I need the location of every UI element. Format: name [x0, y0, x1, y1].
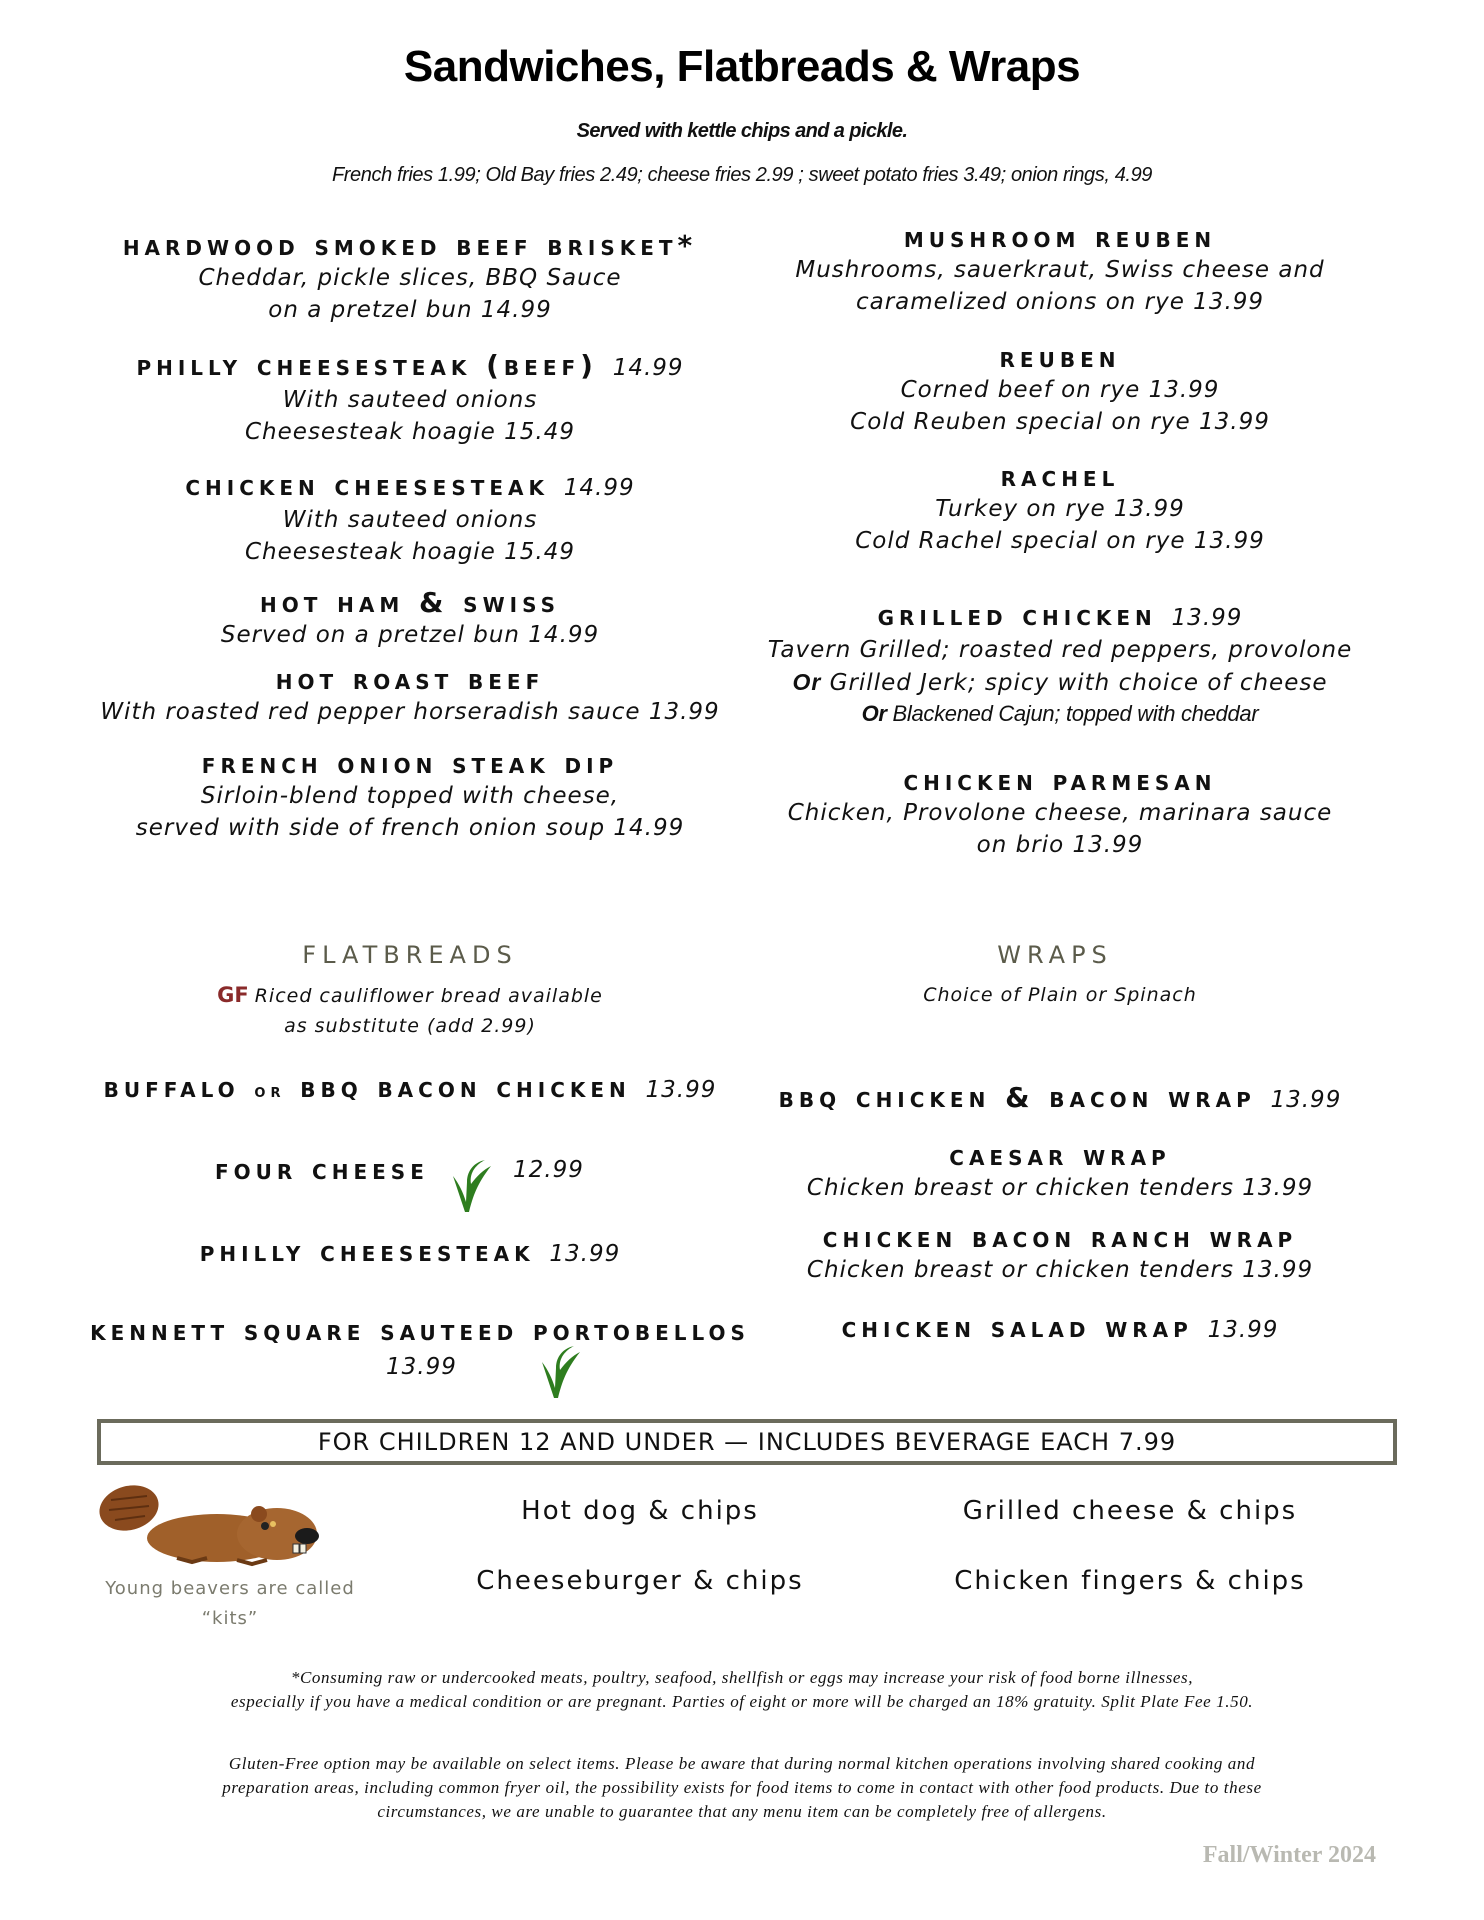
- item-name: grilled chicken: [877, 599, 1157, 632]
- item-desc: With sauteed onions: [282, 387, 538, 413]
- kids-banner: FOR CHILDREN 12 AND UNDER — INCLUDES BEVERAGE EACH 7.99: [97, 1419, 1397, 1465]
- menu-item: [60, 664, 760, 728]
- wraps-heading: wraps: [997, 932, 1113, 972]
- kids-item: Cheeseburger & chips: [476, 1566, 804, 1596]
- menu-item: [740, 1082, 1380, 1116]
- kids-item: Grilled cheese & chips: [962, 1496, 1298, 1526]
- menu-item: [60, 1072, 760, 1108]
- menu-item: [40, 1315, 800, 1347]
- served-with-note: Served with kettle chips and a pickle.: [576, 120, 908, 142]
- item-name: bbq chicken & bacon wrap: [778, 1081, 1256, 1114]
- item-price: 13.99: [1171, 605, 1243, 631]
- item-price: 13.99: [386, 1354, 457, 1380]
- item-name: buffalo: [103, 1071, 240, 1104]
- caption-line: Young beavers are called: [105, 1578, 355, 1599]
- menu-item: [740, 1140, 1380, 1204]
- vegetarian-leaf-icon: [447, 1158, 495, 1214]
- item-desc: Chicken breast or chicken tenders 13.99: [806, 1257, 1314, 1283]
- item-desc: Corned beef on rye 13.99: [900, 377, 1220, 403]
- gluten-line: circumstances, we are unable to guarantee that any menu item can be completely free of allergens.: [377, 1802, 1107, 1821]
- item-desc: Tavern Grilled; roasted red peppers, provolone: [767, 637, 1353, 663]
- menu-item: [60, 350, 760, 448]
- kids-item: Chicken fingers & chips: [954, 1566, 1306, 1596]
- item-price: 13.99: [645, 1077, 717, 1103]
- gf-note-line: Riced cauliflower bread available: [254, 985, 603, 1007]
- menu-item: [740, 222, 1380, 318]
- item-desc: caramelized onions on rye 13.99: [855, 289, 1265, 315]
- beaver-caption: [90, 1574, 370, 1634]
- disclaimer-line: especially if you have a medical condition or are pregnant. Parties of eight or more will be charged an 18% gratuity. Split Plate Fee 1.50.: [230, 1692, 1254, 1711]
- item-desc: on a pretzel bun 14.99: [268, 297, 552, 323]
- item-desc: Cold Rachel special on rye 13.99: [855, 528, 1265, 554]
- item-desc: With sauteed onions: [282, 507, 538, 533]
- gf-note-line: as substitute (add 2.99): [284, 1015, 536, 1037]
- item-name: mushroom reuben: [903, 221, 1217, 254]
- item-price: 13.99: [1270, 1087, 1342, 1113]
- item-name: rachel: [1000, 460, 1120, 493]
- kids-item: Hot dog & chips: [521, 1496, 759, 1526]
- item-name: kennett square sauteed portobellos: [90, 1314, 750, 1347]
- item-name: chicken parmesan: [903, 764, 1217, 797]
- item-price: 14.99: [612, 355, 684, 381]
- menu-item: [740, 1222, 1380, 1286]
- gluten-line: Gluten-Free option may be available on select items. Please be aware that during normal kitchen operations involving shared cooking and: [228, 1754, 1256, 1773]
- item-name: philly cheesesteak: [199, 1235, 535, 1268]
- disclaimer: [60, 1666, 1424, 1714]
- item-desc: Chicken breast or chicken tenders 13.99: [806, 1175, 1314, 1201]
- item-name: hot ham & swiss: [260, 586, 560, 619]
- item-desc: Turkey on rye 13.99: [935, 496, 1185, 522]
- menu-item: [740, 342, 1380, 438]
- menu-item: [60, 587, 760, 651]
- menu-item: [740, 461, 1380, 557]
- menu-item: [60, 1236, 760, 1270]
- item-desc: on brio 13.99: [976, 832, 1144, 858]
- gf-badge: GF: [217, 983, 249, 1007]
- wraps-note: Choice of Plain or Spinach: [923, 984, 1197, 1006]
- item-desc: Cheddar, pickle slices, BBQ Sauce: [198, 265, 622, 291]
- item-desc: Chicken, Provolone cheese, marinara sauce: [787, 800, 1333, 826]
- or-label: Or: [861, 701, 887, 726]
- item-price: 13.99: [1207, 1317, 1279, 1343]
- vegetarian-leaf-icon: [536, 1344, 584, 1400]
- gluten-line: preparation areas, including common fryer oil, the possibility exists for food items to come in contact with other food products. Due to these: [222, 1778, 1262, 1797]
- item-desc: Mushrooms, sauerkraut, Swiss cheese and: [795, 257, 1325, 283]
- item-name: bbq bacon chicken: [300, 1071, 631, 1104]
- item-desc: Cold Reuben special on rye 13.99: [850, 409, 1270, 435]
- menu-item: [740, 1312, 1380, 1346]
- gf-note: [150, 980, 670, 1041]
- item-price: 12.99: [513, 1157, 584, 1183]
- gluten-notice: [60, 1752, 1424, 1824]
- item-desc: With roasted red pepper horseradish sauce 13.99: [100, 699, 720, 725]
- item-name: reuben: [999, 341, 1121, 374]
- item-name: chicken salad wrap: [841, 1311, 1193, 1344]
- item-desc: Grilled Jerk; spicy with choice of cheese: [821, 670, 1328, 696]
- disclaimer-line: *Consuming raw or undercooked meats, poultry, seafood, shellfish or eggs may increase your risk of food borne illnesses,: [290, 1668, 1194, 1687]
- item-name: french onion steak dip: [201, 747, 619, 780]
- item-desc: Cheesesteak hoagie 15.49: [245, 419, 575, 445]
- season-label: Fall/Winter 2024: [1202, 1842, 1376, 1868]
- item-name: four cheese: [215, 1153, 429, 1186]
- item-desc: Sirloin-blend topped with cheese,: [200, 783, 620, 809]
- item-name: philly cheesesteak (beef): [136, 349, 598, 382]
- item-name-or: or: [254, 1081, 286, 1102]
- item-desc: served with side of french onion soup 14.99: [135, 815, 685, 841]
- item-desc: Served on a pretzel bun 14.99: [220, 622, 600, 648]
- menu-item: [740, 600, 1380, 729]
- menu-item: [60, 230, 760, 326]
- menu-item: [740, 765, 1380, 861]
- item-price: 14.99: [563, 475, 635, 501]
- item-name: hardwood smoked beef brisket*: [122, 229, 698, 262]
- item-desc: Cheesesteak hoagie 15.49: [245, 539, 575, 565]
- menu-item: [215, 1154, 695, 1214]
- item-name: chicken cheesesteak: [185, 469, 550, 502]
- beaver-icon: [97, 1478, 347, 1568]
- item-name: chicken bacon ranch wrap: [822, 1221, 1298, 1254]
- sides-price-list: French fries 1.99; Old Bay fries 2.49; cheese fries 2.99 ; sweet potato fries 3.49; onion rings, 4.99: [331, 164, 1153, 186]
- item-desc: Blackened Cajun; topped with cheddar: [886, 701, 1259, 726]
- item-price: 13.99: [549, 1241, 621, 1267]
- caption-line: “kits”: [201, 1608, 259, 1629]
- flatbreads-heading: flatbreads: [302, 932, 518, 972]
- menu-item: [60, 470, 760, 568]
- or-label: Or: [792, 669, 822, 695]
- item-name: hot roast beef: [275, 663, 545, 696]
- menu-item: [60, 748, 760, 844]
- page-title: Sandwiches, Flatbreads & Wraps: [403, 42, 1081, 91]
- item-name: caesar wrap: [949, 1139, 1171, 1172]
